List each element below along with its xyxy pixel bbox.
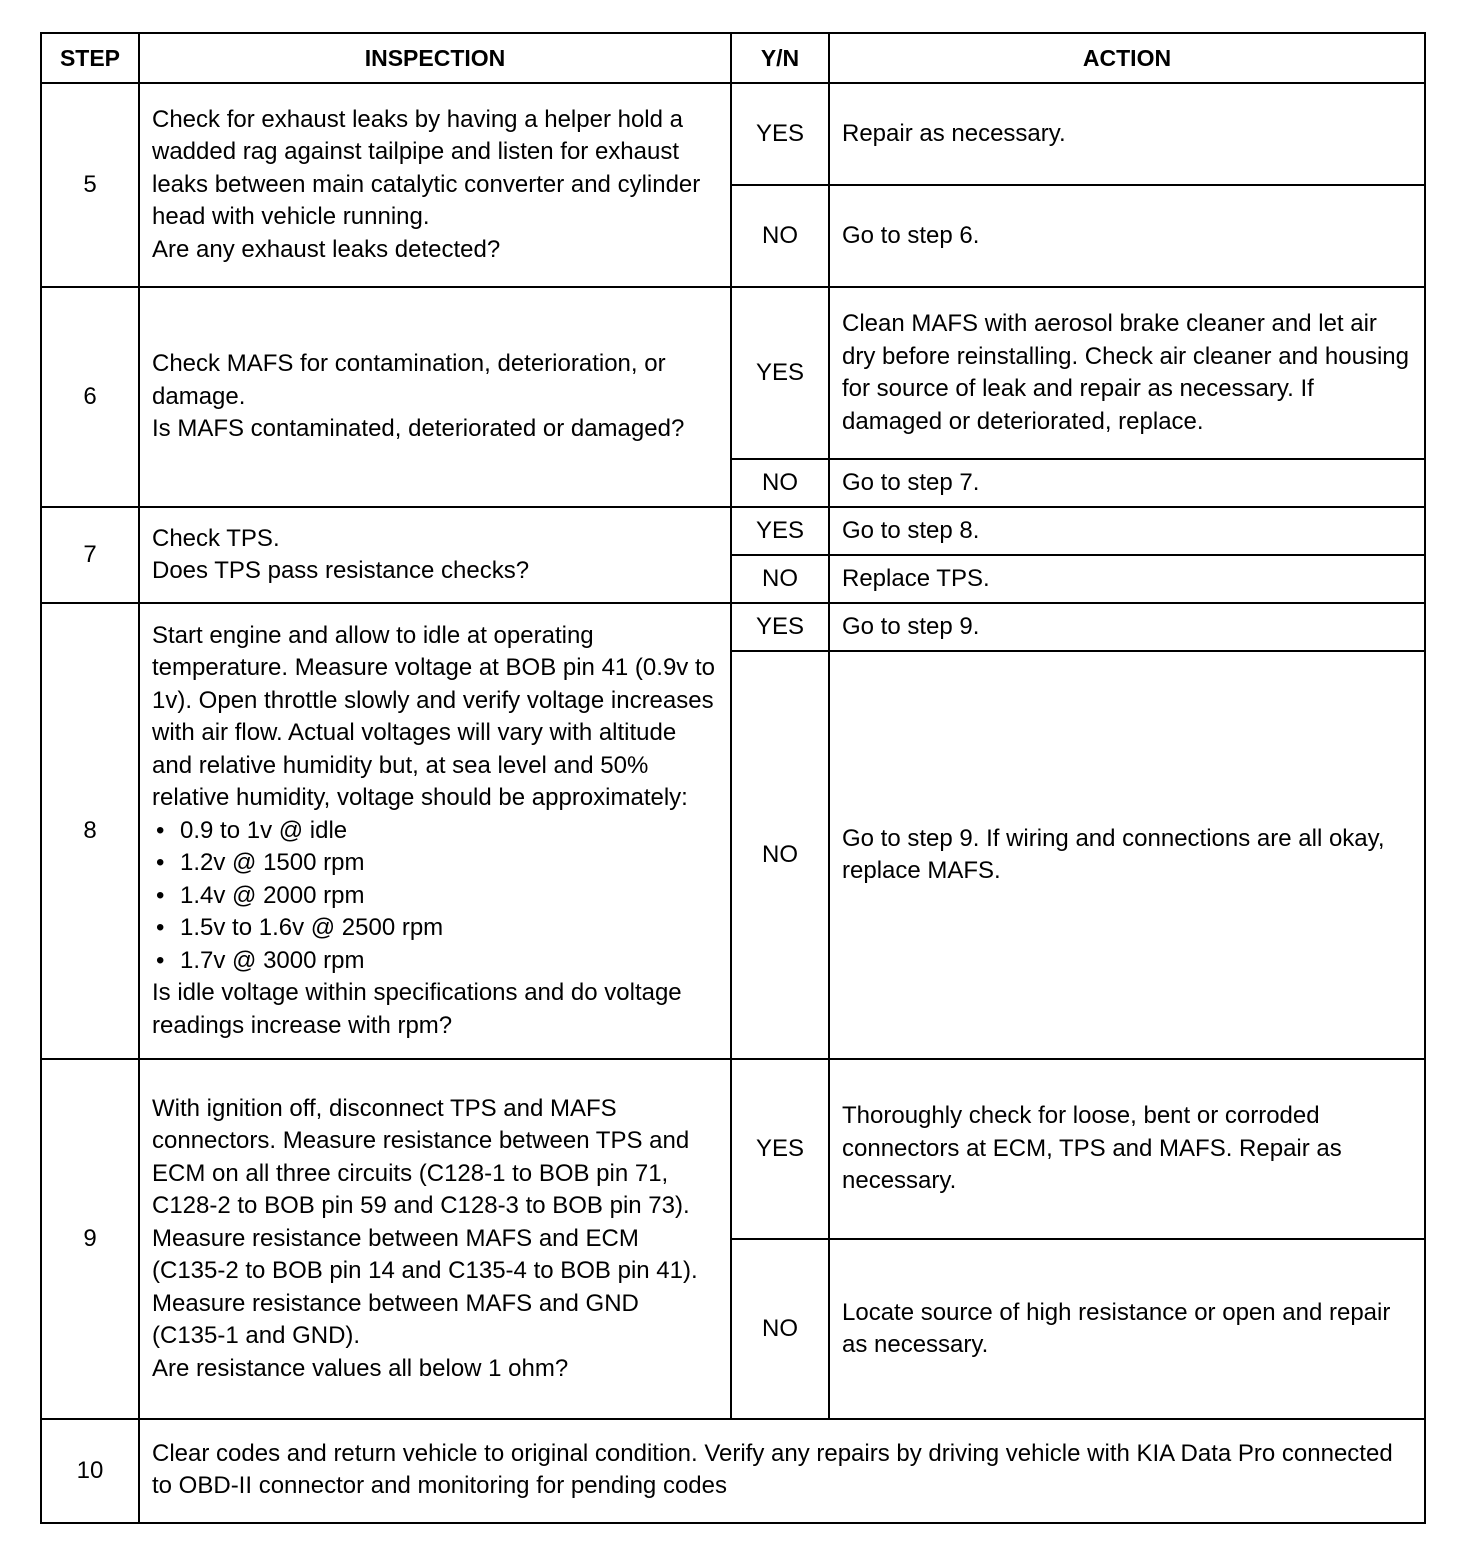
- no-action: Go to step 7.: [829, 459, 1425, 507]
- list-item: • 1.7v @ 3000 rpm: [152, 945, 718, 978]
- yes-action: Go to step 8.: [829, 507, 1425, 555]
- list-item: • 1.5v to 1.6v @ 2500 rpm: [152, 912, 718, 945]
- no-label: NO: [731, 1239, 829, 1419]
- final-step-text: Clear codes and return vehicle to original condition. Verify any repairs by driving vehicle with KIA Data Pro connected to OBD-II connector and monitoring for pending codes: [139, 1419, 1425, 1523]
- inspection-question: Are any exhaust leaks detected?: [152, 235, 501, 263]
- yes-label: YES: [731, 287, 829, 459]
- step-number: 5: [41, 83, 139, 287]
- no-label: NO: [731, 555, 829, 603]
- inspection-line: With ignition off, disconnect TPS and MAFS connectors. Measure resistance between TPS and ECM on all three circuits (C128-1 to BOB pin 71, C128-2 to BOB pin 59 and C128-3 to BOB pin 73). Measure resistance between MAFS and ECM (C135-2 to BOB pin 14 and C135-4 to BOB pin 41). Measure resistance between MAFS and GND (C135-1 and GND).: [152, 1094, 698, 1350]
- list-item: • 0.9 to 1v @ idle: [152, 815, 718, 848]
- inspection-question: Is MAFS contaminated, deteriorated or damaged?: [152, 415, 685, 443]
- no-label: NO: [731, 185, 829, 287]
- step-7-yes-row: [41, 507, 1425, 555]
- step-6-yes-row: [41, 287, 1425, 459]
- no-label: NO: [731, 459, 829, 507]
- list-item: • 1.2v @ 1500 rpm: [152, 847, 718, 880]
- no-action: Go to step 9. If wiring and connections are all okay, replace MAFS.: [829, 651, 1425, 1059]
- inspection-question: Are resistance values all below 1 ohm?: [152, 1354, 569, 1382]
- header-yn: Y/N: [731, 33, 829, 83]
- list-item: • 1.4v @ 2000 rpm: [152, 880, 718, 913]
- inspection-line: Check TPS.: [152, 524, 280, 552]
- step-number: 9: [41, 1059, 139, 1419]
- yes-action: Go to step 9.: [829, 603, 1425, 651]
- inspection-text: [139, 1059, 731, 1419]
- inspection-text: [139, 83, 731, 287]
- no-action: Replace TPS.: [829, 555, 1425, 603]
- header-action: ACTION: [829, 33, 1425, 83]
- yes-label: YES: [731, 83, 829, 185]
- voltage-spec-list: [152, 815, 718, 978]
- yes-label: YES: [731, 1059, 829, 1239]
- step-number: 8: [41, 603, 139, 1059]
- header-row: [41, 33, 1425, 83]
- no-action: Locate source of high resistance or open and repair as necessary.: [829, 1239, 1425, 1419]
- inspection-text: [139, 287, 731, 507]
- yes-label: YES: [731, 603, 829, 651]
- header-step: STEP: [41, 33, 139, 83]
- yes-action: Thoroughly check for loose, bent or corroded connectors at ECM, TPS and MAFS. Repair as necessary.: [829, 1059, 1425, 1239]
- header-inspection: INSPECTION: [139, 33, 731, 83]
- no-action: Go to step 6.: [829, 185, 1425, 287]
- yes-action: Clean MAFS with aerosol brake cleaner and let air dry before reinstalling. Check air cleaner and housing for source of leak and repair as necessary. If damaged or deteriorated, replace.: [829, 287, 1425, 459]
- step-10-row: [41, 1419, 1425, 1523]
- step-8-yes-row: [41, 603, 1425, 651]
- inspection-question: Is idle voltage within specifications and do voltage readings increase with rpm?: [152, 979, 682, 1039]
- inspection-line: Check for exhaust leaks by having a helper hold a wadded rag against tailpipe and listen for exhaust leaks between main catalytic converter and cylinder head with vehicle running.: [152, 105, 701, 231]
- inspection-intro: Start engine and allow to idle at operating temperature. Measure voltage at BOB pin 41 (0.9v to 1v). Open throttle slowly and verify voltage increases with air flow. Actual voltages will vary with altitude and relative humidity but, at sea level and 50% relative humidity, voltage should be approximately:: [152, 621, 715, 812]
- no-label: NO: [731, 651, 829, 1059]
- inspection-text: [139, 507, 731, 603]
- yes-action: Repair as necessary.: [829, 83, 1425, 185]
- inspection-line: Check MAFS for contamination, deterioration, or damage.: [152, 350, 666, 410]
- step-number: 6: [41, 287, 139, 507]
- step-9-yes-row: [41, 1059, 1425, 1239]
- diagnostic-table: [40, 32, 1426, 1524]
- step-number: 10: [41, 1419, 139, 1523]
- inspection-question: Does TPS pass resistance checks?: [152, 557, 530, 584]
- inspection-text: [139, 603, 731, 1059]
- step-number: 7: [41, 507, 139, 603]
- yes-label: YES: [731, 507, 829, 555]
- step-5-yes-row: [41, 83, 1425, 185]
